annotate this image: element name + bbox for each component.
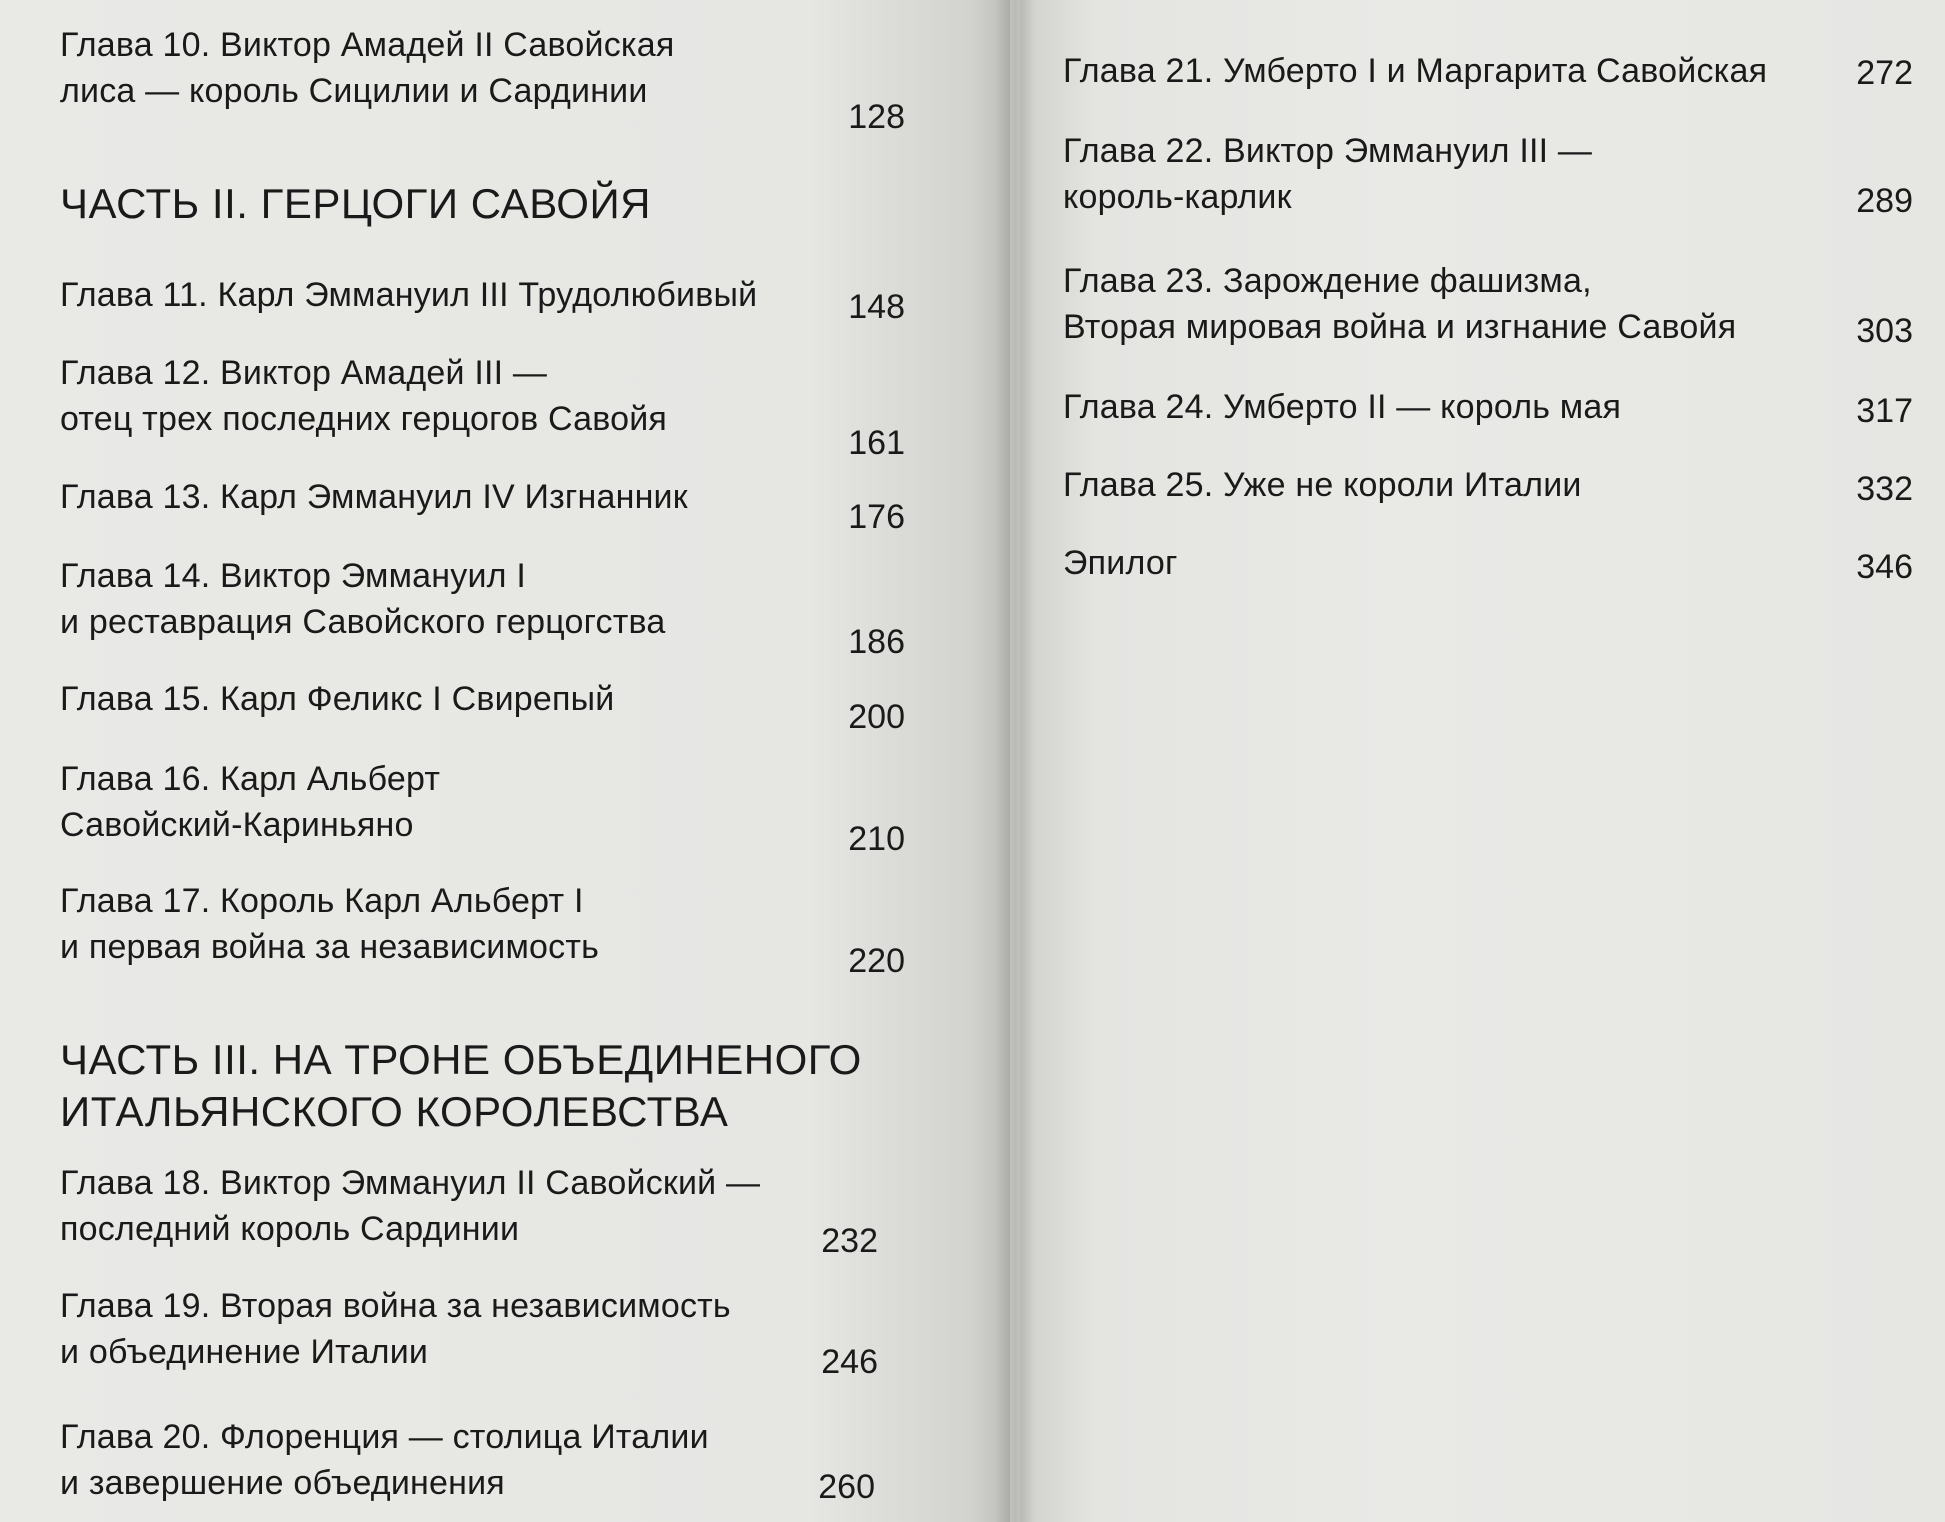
toc-entry-page: 289 (1856, 182, 1913, 220)
toc-entry-chapter-20[interactable] (60, 1414, 905, 1506)
toc-entry-chapter-15[interactable] (60, 676, 905, 736)
toc-entry-page: 128 (848, 98, 905, 136)
book-gutter (995, 0, 1035, 1522)
toc-entry-title: Глава 25. Уже не короли Италии (1063, 466, 1582, 504)
toc-entry-title: Глава 22. Виктор Эммануил III — король-карлик (1063, 132, 1593, 216)
toc-entry-chapter-13[interactable] (60, 474, 905, 536)
toc-entry-page: 210 (848, 820, 905, 858)
toc-entry-chapter-23[interactable] (1063, 258, 1913, 350)
toc-entry-chapter-24[interactable] (1063, 384, 1913, 430)
toc-entry-title: Эпилог (1063, 544, 1178, 582)
toc-entry-title: Глава 24. Умберто II — король мая (1063, 388, 1622, 426)
toc-entry-chapter-11[interactable] (60, 272, 905, 326)
toc-entry-title: Глава 16. Карл Альберт Савойский-Кариньяно (60, 760, 441, 844)
toc-entry-chapter-18[interactable] (60, 1160, 905, 1260)
toc-entry-title: Глава 21. Умберто I и Маргарита Савойская (1063, 52, 1768, 90)
toc-entry-page: 176 (848, 498, 905, 536)
toc-entry-title: Глава 17. Король Карл Альберт I и первая война за независимость (60, 882, 600, 966)
toc-entry-title: Глава 14. Виктор Эммануил I и реставрация Савойского герцогства (60, 557, 666, 641)
toc-entry-page: 200 (848, 698, 905, 736)
part-heading-2: ЧАСТЬ II. ГЕРЦОГИ САВОЙЯ (60, 180, 651, 227)
toc-entry-title: Глава 12. Виктор Амадей III — отец трех последних герцогов Савойя (60, 354, 668, 438)
toc-entry-chapter-14[interactable] (60, 553, 905, 661)
right-page (1020, 0, 1945, 1522)
toc-entry-page: 161 (848, 424, 905, 462)
toc-entry-title: Глава 11. Карл Эммануил III Трудолюбивый (60, 276, 758, 314)
toc-entry-chapter-19[interactable] (60, 1283, 905, 1381)
toc-entry-title: Глава 15. Карл Феликс I Свирепый (60, 680, 615, 718)
toc-entry-title: Глава 13. Карл Эммануил IV Изгнанник (60, 478, 688, 516)
toc-entry-page: 272 (1856, 54, 1913, 92)
part-heading-3: ЧАСТЬ III. НА ТРОНЕ ОБЪЕДИНЕНОГО ИТАЛЬЯНСКОГО КОРОЛЕВСТВА (60, 1036, 862, 1135)
toc-entry-title: Глава 19. Вторая война за независимость и объединение Италии (60, 1287, 731, 1371)
toc-entry-chapter-10[interactable] (60, 22, 905, 136)
toc-entry-page: 332 (1856, 470, 1913, 508)
toc-entry-title: Глава 20. Флоренция — столица Италии и завершение объединения (60, 1418, 709, 1502)
toc-entry-epilogue[interactable] (1063, 540, 1913, 586)
toc-entry-page: 260 (818, 1468, 875, 1506)
toc-entry-page: 232 (821, 1222, 878, 1260)
toc-entry-title: Глава 18. Виктор Эммануил II Савойский — последний король Сардинии (60, 1164, 761, 1248)
toc-entry-chapter-21[interactable] (1063, 48, 1913, 94)
toc-entry-page: 246 (821, 1343, 878, 1381)
toc-entry-page: 220 (848, 942, 905, 980)
toc-entry-page: 186 (848, 623, 905, 661)
toc-entry-page: 346 (1856, 548, 1913, 586)
toc-entry-chapter-17[interactable] (60, 878, 905, 980)
toc-entry-page: 303 (1856, 312, 1913, 350)
toc-entry-chapter-25[interactable] (1063, 462, 1913, 508)
toc-entry-page: 317 (1856, 392, 1913, 430)
toc-entry-title: Глава 23. Зарождение фашизма, Вторая мировая война и изгнание Савойя (1063, 262, 1737, 346)
toc-entry-chapter-22[interactable] (1063, 128, 1913, 220)
toc-entry-title: Глава 10. Виктор Амадей II Савойская лиса — король Сицилии и Сардинии (60, 26, 675, 110)
toc-entry-chapter-12[interactable] (60, 350, 905, 462)
toc-entry-chapter-16[interactable] (60, 756, 905, 858)
toc-entry-page: 148 (848, 288, 905, 326)
